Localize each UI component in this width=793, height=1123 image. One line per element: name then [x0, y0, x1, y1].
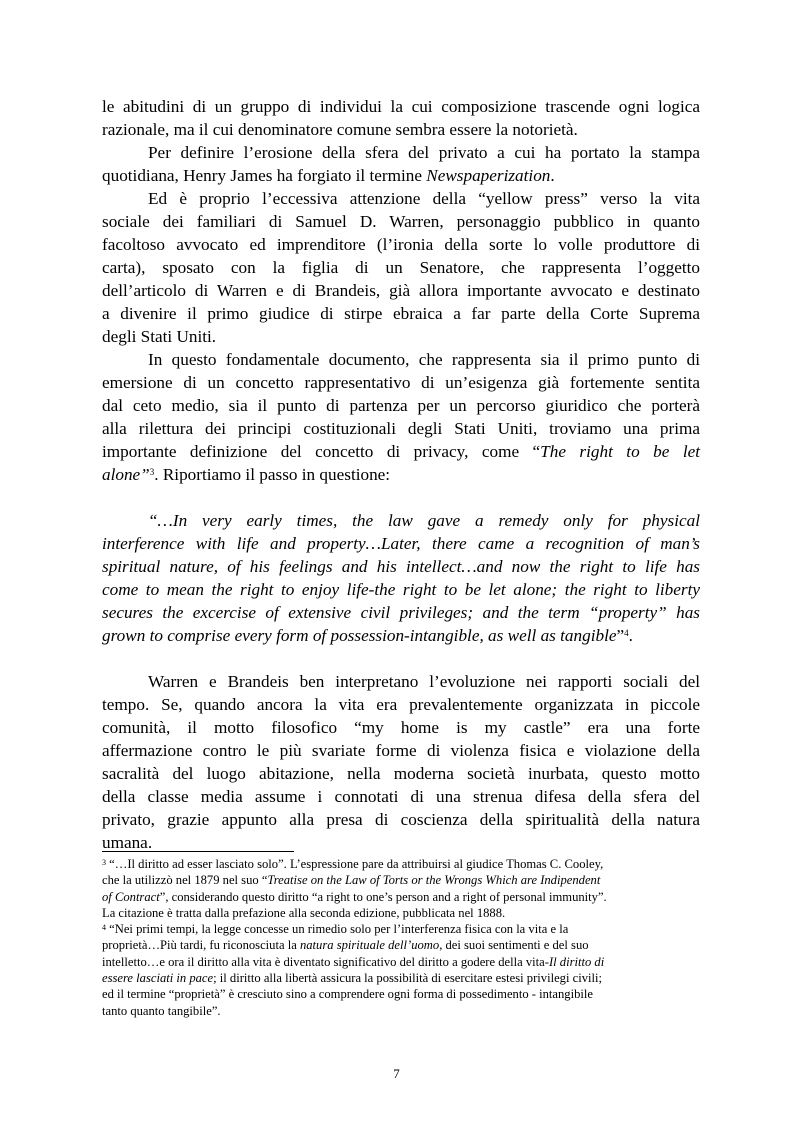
text-line: alone”$^3$. Riportiamo il passo in questione:	[102, 465, 391, 484]
page-number: 7	[393, 1066, 400, 1081]
main-text	[102, 95, 700, 854]
quote-line: come to mean the right to enjoy life-the right to be let alone; the right to liberty	[102, 580, 700, 599]
footnote-4-line: $^4$ “Nei primi tempi, la legge concesse un rimedio solo per l’interferenza fisica con la vita e la	[102, 922, 569, 937]
text-line: Warren e Brandeis ben interpretano l’evoluzione nei rapporti sociali del	[148, 672, 700, 691]
footnote-3-number: 3	[102, 858, 106, 867]
newspaperization-term: Newspaperization	[426, 166, 551, 185]
quote-line: grown to comprise every form of possession-intangible, as well as tangible”$^4$.	[102, 626, 633, 645]
footnote-4-line: intelletto…e ora il diritto alla vita è diventato significativo del diritto a godere della vita-Il diritto di	[102, 954, 605, 969]
quote-line: spiritual nature, of his feelings and his intellect…and now the right to life has	[102, 557, 700, 576]
footnote-4-number: 4	[102, 923, 106, 933]
text-line: affermazione contro le più svariate forme di violenza fisica e violazione della	[102, 741, 700, 760]
footnote-ref-4[interactable]: 4	[624, 628, 629, 638]
footnote-4-line: ed il termine “proprietà” è cresciuto sino a comprendere ogni forma di possedimento - intangibile	[102, 987, 593, 1002]
text-line: quotidiana, Henry James ha forgiato il termine Newspaperization.	[102, 166, 555, 185]
footnote-4-line: tanto quanto tangibile”.	[102, 1003, 221, 1018]
text-line: dal ceto medio, sia il punto di partenza per un percorso giuridico che porterà	[102, 396, 700, 415]
text-line: privato, grazie appunto alla presa di coscienza della spiritualità della natura	[102, 810, 700, 829]
text-line: alla rilettura dei principi costituzionali degli Stati Uniti, troviamo una prima	[102, 419, 700, 438]
text-line: della classe media assume i connotati di una strenua difesa della sfera del	[102, 787, 700, 806]
text-line: sociale dei familiari di Samuel D. Warren, personaggio pubblico in quanto	[102, 212, 700, 231]
text-line: importante definizione del concetto di privacy, come “The right to be let	[102, 442, 701, 461]
footnote-4-line: proprietà…Più tardi, fu riconosciuta la natura spirituale dell’uomo, dei suoi sentimenti e del suo	[102, 938, 589, 953]
text-line: In questo fondamentale documento, che rappresenta sia il primo punto di	[148, 350, 700, 369]
footnote-ref-3[interactable]: 3	[149, 467, 155, 477]
footnote-3-line: $^3$ “…Il diritto ad esser lasciato solo”. L’espressione pare da attribuirsi al giudice Thomas C. Cooley,	[102, 857, 604, 871]
text-line: umana.	[102, 833, 153, 852]
footnote-4-line: essere lasciati in pace; il diritto alla libertà assicura la possibilità di esercitare estesi privilegi civili;	[102, 971, 603, 986]
text-line: razionale, ma il cui denominatore comune sembra essere la notorietà.	[102, 120, 578, 139]
text-line: le abitudini di un gruppo di individui la cui composizione trascende ogni logica	[102, 97, 700, 116]
text-line: Ed è proprio l’eccessiva attenzione della “yellow press” verso la vita	[148, 189, 700, 208]
text-line: dell’articolo di Warren e di Brandeis, già allora importante avvocato e destinato	[102, 281, 700, 300]
quote-line: interference with life and property…Later, there came a recognition of man’s	[102, 534, 700, 553]
text-line: sacralità del luogo abitazione, nella moderna società inurbata, questo motto	[102, 764, 700, 783]
quote-line: secures the excercise of extensive civil privileges; and the term “property” has	[102, 603, 700, 622]
text-line: a divenire il primo giudice di stirpe ebraica a far parte della Corte Suprema	[102, 304, 700, 323]
text-line: comunità, il motto filosofico “my home is my castle” era una forte	[102, 718, 700, 737]
footnote-3-line: La citazione è tratta dalla prefazione alla seconda edizione, pubblicata nel 1888.	[102, 905, 506, 920]
footnote-3-line: of Contract”, considerando questo diritto “a right to one’s person and a right of personal immunity”.	[102, 889, 607, 904]
text-line: degli Stati Uniti.	[102, 327, 217, 346]
text-line: facoltoso avvocato ed imprenditore (l’ironia della sorte lo volle produttore di	[102, 235, 700, 254]
footnotes	[102, 856, 700, 1019]
footnote-separator	[102, 851, 294, 852]
text-line: tempo. Se, quando ancora la vita era prevalentemente organizzata in piccole	[102, 695, 700, 714]
text-line: emersione di un concetto rappresentativo di un’esigenza già fortemente sentita	[102, 373, 700, 392]
footnote-3-line: che la utilizzò nel 1879 nel suo “Treatise on the Law of Torts or the Wrongs Which are Indipendent	[102, 873, 601, 888]
text-line: carta), sposato con la figlia di un Senatore, che rappresenta l’oggetto	[102, 258, 700, 277]
quote-line: “…In very early times, the law gave a remedy only for physical	[148, 511, 700, 530]
text-line: Per definire l’erosione della sfera del privato a cui ha portato la stampa	[148, 143, 700, 162]
